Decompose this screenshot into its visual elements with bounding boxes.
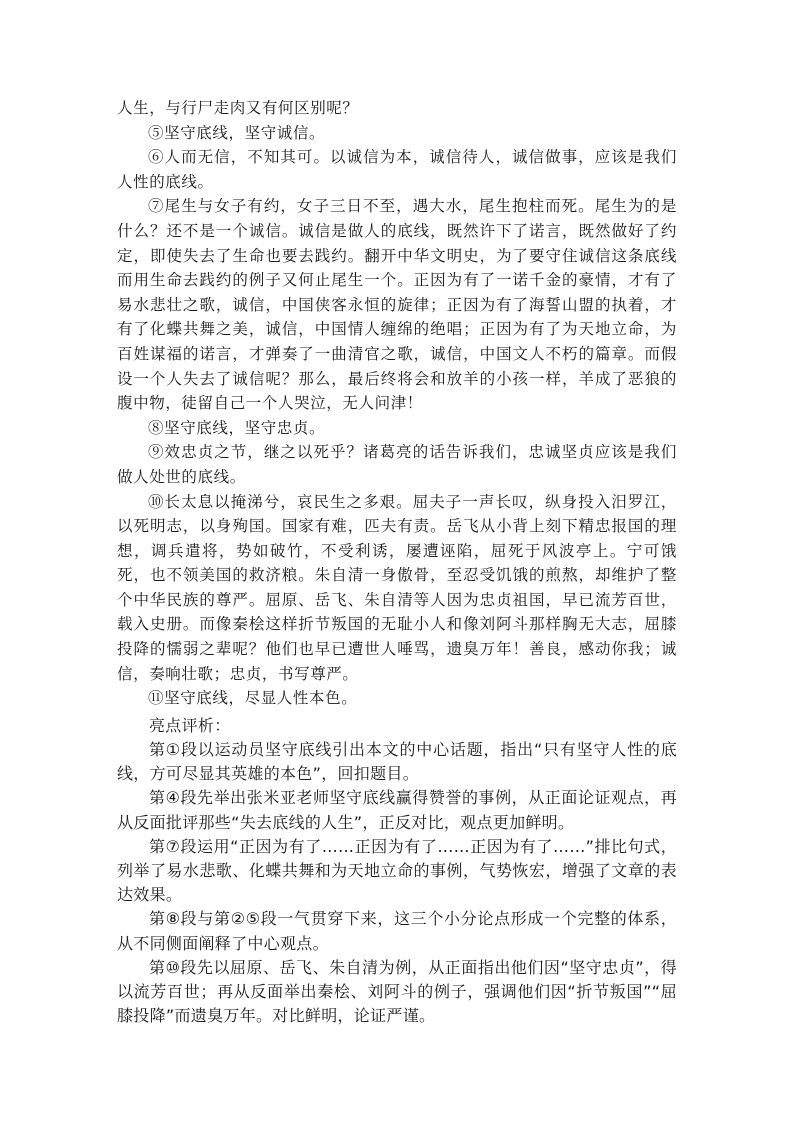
- commentary-paragraph: 第④段先举出张米亚老师坚守底线赢得赞誉的事例，从正面论证观点，再从反面批评那些“失去底线的人生”，正反对比，观点更加鲜明。: [117, 788, 677, 832]
- essay-paragraph-8: ⑧坚守底线，坚守忠贞。: [148, 418, 326, 437]
- essay-paragraph-5: ⑤坚守底线，坚守诚信。: [148, 123, 326, 142]
- essay-paragraph-11: ⑪坚守底线，尽显人性本色。: [148, 689, 358, 708]
- essay-paragraph-7: ⑦尾生与女子有约，女子三日不至，遇大水，尾生抱柱而死。尾生为的是什么？还不是一个诚信。诚信是做人的底线，既然许下了诺言，既然做好了约定，即使失去了生命也要去践约。翻开中华文明史，为了要守住诚信这条底线而用生命去践约的例子又何止尾生一个。正因为有了一诺千金的豪情，才有了易水悲壮之歌，诚信，中国侠客永恒的旋律；正因为有了海誓山盟的执着，才有了化蝶共舞之美，诚信，中国情人缠绵的绝唱；正因为有了为天地立命，为百姓谋福的诺言，才弹奏了一曲清官之歌，诚信，中国文人不朽的篇章。而假设一个人失去了诚信呢？那么，最后终将会和放羊的小孩一样，羊成了恶狼的腹中物，徒留自己一个人哭泣，无人问津！: [117, 197, 677, 413]
- commentary-section: [117, 714, 677, 1029]
- essay-paragraph-continuation: 人生，与行尸走肉又有何区别呢？: [117, 99, 359, 117]
- commentary-paragraph: 第⑦段运用“正因为有了……正因为有了……正因为有了……”排比句式，列举了易水悲歌、化蝶共舞和为天地立命的事例，气势恢宏，增强了文章的表达效果。: [117, 836, 677, 905]
- essay-paragraph-9: ⑨效忠贞之节，继之以死乎？诸葛亮的话告诉我们，忠诚坚贞应该是我们做人处世的底线。: [117, 443, 677, 486]
- page-content: [117, 96, 677, 1028]
- commentary-paragraph: 第①段以运动员坚守底线引出本文的中心话题，指出“只有坚守人性的底线，方可尽显其英雄的本色”，回扣题目。: [117, 740, 677, 784]
- commentary-paragraph: 第⑧段与第②⑤段一气贯穿下来，这三个小分论点形成一个完整的体系，从不同侧面阐释了中心观点。: [117, 909, 677, 953]
- essay-paragraph-6: ⑥人而无信，不知其可。以诚信为本，诚信待人，诚信做事，应该是我们人性的底线。: [117, 148, 677, 191]
- essay-body: [117, 96, 677, 711]
- commentary-paragraph: 第⑩段先以屈原、岳飞、朱自清为例，从正面指出他们因“坚守忠贞”，得以流芳百世；再从反面举出秦桧、刘阿斗的例子，强调他们因“折节叛国”“屈膝投降”而遗臭万年。对比鲜明，论证严谨。: [117, 957, 677, 1026]
- essay-paragraph-10: ⑩长太息以掩涕兮，哀民生之多艰。屈夫子一声长叹，纵身投入汨罗江，以死明志，以身殉国。国家有难，匹夫有责。岳飞从小背上刻下精忠报国的理想，调兵遣将，势如破竹，不受利诱，屡遭诬陷，屈死于风波亭上。宁可饿死，也不领美国的救济粮。朱自清一身傲骨，至忍受饥饿的煎熬，却维护了整个中华民族的尊严。屈原、岳飞、朱自清等人因为忠贞祖国，早已流芳百世，载入史册。而像秦桧这样折节叛国的无耻小人和像刘阿斗那样胸无大志，屈膝投降的懦弱之辈呢？他们也早已遭世人唾骂，遗臭万年！善良，感动你我；诚信，奏响壮歌；忠贞，书写尊严。: [117, 492, 677, 683]
- commentary-heading: 亮点评析：: [149, 715, 231, 735]
